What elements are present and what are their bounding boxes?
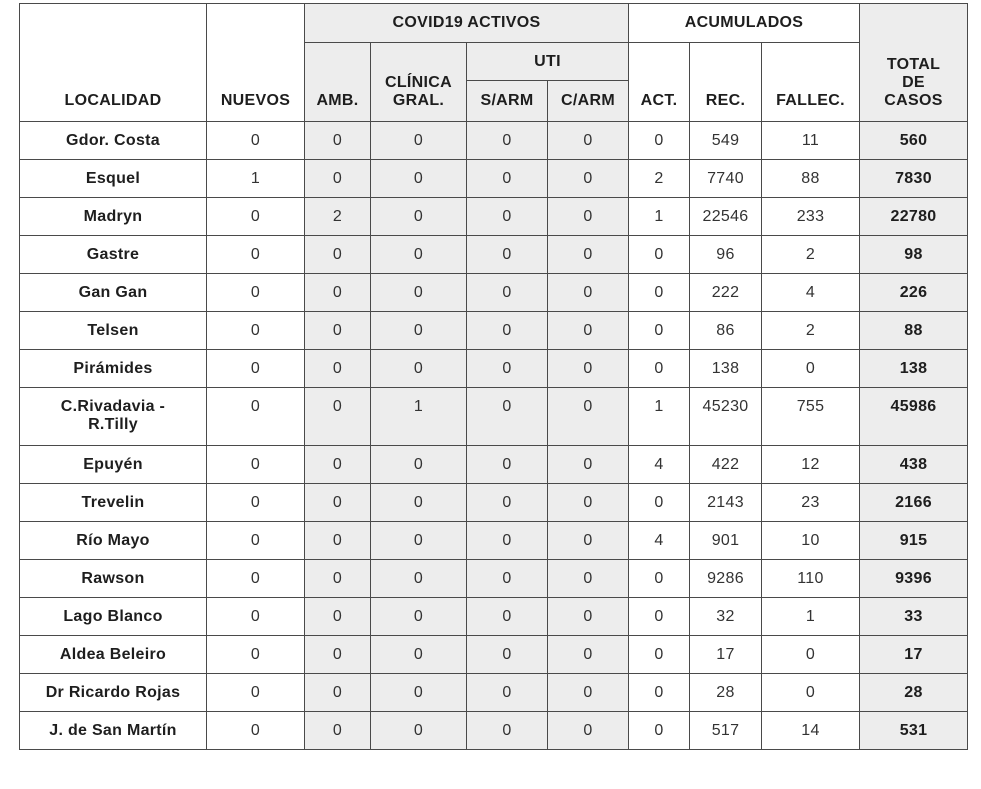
cell-localidad: Gan Gan xyxy=(20,274,207,312)
cell-clinica: 0 xyxy=(371,312,467,350)
cell-amb: 0 xyxy=(305,236,371,274)
table-row xyxy=(20,198,968,236)
cell-rec: 517 xyxy=(690,712,762,750)
cell-nuevos: 0 xyxy=(207,484,305,522)
header-s-arm: S/ARM xyxy=(467,81,548,122)
cell-act: 1 xyxy=(629,198,690,236)
cell-fallec: 2 xyxy=(762,312,860,350)
header-amb: AMB. xyxy=(305,43,371,122)
cell-total: 33 xyxy=(860,598,968,636)
cell-s-arm: 0 xyxy=(467,636,548,674)
cell-amb: 0 xyxy=(305,274,371,312)
cell-amb: 0 xyxy=(305,598,371,636)
cell-nuevos: 0 xyxy=(207,350,305,388)
cell-total: 28 xyxy=(860,674,968,712)
cell-amb: 0 xyxy=(305,122,371,160)
cell-fallec: 23 xyxy=(762,484,860,522)
cell-total: 9396 xyxy=(860,560,968,598)
cell-s-arm: 0 xyxy=(467,198,548,236)
covid-cases-table xyxy=(19,3,968,750)
cell-total: 138 xyxy=(860,350,968,388)
cell-s-arm: 0 xyxy=(467,274,548,312)
cell-fallec: 10 xyxy=(762,522,860,560)
table-row xyxy=(20,236,968,274)
cell-localidad: Madryn xyxy=(20,198,207,236)
cell-amb: 0 xyxy=(305,350,371,388)
cell-act: 4 xyxy=(629,446,690,484)
cell-rec: 222 xyxy=(690,274,762,312)
cell-c-arm: 0 xyxy=(548,198,629,236)
cell-rec: 138 xyxy=(690,350,762,388)
cell-fallec: 0 xyxy=(762,636,860,674)
cell-localidad: Trevelin xyxy=(20,484,207,522)
cell-localidad: Pirámides xyxy=(20,350,207,388)
cell-total: 22780 xyxy=(860,198,968,236)
cell-rec: 7740 xyxy=(690,160,762,198)
cell-s-arm: 0 xyxy=(467,388,548,446)
cell-localidad: Gdor. Costa xyxy=(20,122,207,160)
cell-nuevos: 0 xyxy=(207,522,305,560)
table-row xyxy=(20,350,968,388)
header-fallec: FALLEC. xyxy=(762,43,860,122)
cell-act: 0 xyxy=(629,636,690,674)
cell-c-arm: 0 xyxy=(548,236,629,274)
cell-clinica: 0 xyxy=(371,560,467,598)
header-uti: UTI xyxy=(467,43,629,81)
cell-total: 17 xyxy=(860,636,968,674)
cell-act: 0 xyxy=(629,484,690,522)
cell-rec: 422 xyxy=(690,446,762,484)
cell-total: 438 xyxy=(860,446,968,484)
cell-localidad: J. de San Martín xyxy=(20,712,207,750)
cell-c-arm: 0 xyxy=(548,712,629,750)
cell-nuevos: 0 xyxy=(207,446,305,484)
cell-nuevos: 0 xyxy=(207,712,305,750)
cell-s-arm: 0 xyxy=(467,560,548,598)
cell-rec: 32 xyxy=(690,598,762,636)
cell-act: 0 xyxy=(629,350,690,388)
cell-fallec: 11 xyxy=(762,122,860,160)
header-total-casos xyxy=(860,4,968,122)
cell-act: 0 xyxy=(629,274,690,312)
table-row xyxy=(20,712,968,750)
cell-rec: 9286 xyxy=(690,560,762,598)
cell-act: 0 xyxy=(629,560,690,598)
cell-act: 4 xyxy=(629,522,690,560)
cell-fallec: 233 xyxy=(762,198,860,236)
cell-c-arm: 0 xyxy=(548,388,629,446)
cell-fallec: 2 xyxy=(762,236,860,274)
cell-nuevos: 0 xyxy=(207,198,305,236)
cell-total: 88 xyxy=(860,312,968,350)
cell-rec: 96 xyxy=(690,236,762,274)
cell-clinica: 0 xyxy=(371,484,467,522)
cell-clinica: 0 xyxy=(371,122,467,160)
cell-clinica: 0 xyxy=(371,350,467,388)
cell-s-arm: 0 xyxy=(467,350,548,388)
cell-total: 531 xyxy=(860,712,968,750)
cell-localidad-line1: C.Rivadavia - xyxy=(60,398,166,415)
cell-localidad: Río Mayo xyxy=(20,522,207,560)
header-acumulados: ACUMULADOS xyxy=(629,4,860,43)
cell-total: 45986 xyxy=(860,388,968,446)
cell-nuevos: 0 xyxy=(207,598,305,636)
cell-s-arm: 0 xyxy=(467,312,548,350)
header-rec: REC. xyxy=(690,43,762,122)
cell-c-arm: 0 xyxy=(548,122,629,160)
cell-nuevos: 0 xyxy=(207,274,305,312)
cell-fallec: 88 xyxy=(762,160,860,198)
cell-amb: 0 xyxy=(305,160,371,198)
cell-c-arm: 0 xyxy=(548,674,629,712)
header-nuevos: NUEVOS xyxy=(207,4,305,122)
table-row xyxy=(20,446,968,484)
cell-rec: 17 xyxy=(690,636,762,674)
cell-s-arm: 0 xyxy=(467,522,548,560)
cell-total: 560 xyxy=(860,122,968,160)
cell-c-arm: 0 xyxy=(548,560,629,598)
cell-c-arm: 0 xyxy=(548,522,629,560)
cell-clinica: 0 xyxy=(371,712,467,750)
cell-fallec: 110 xyxy=(762,560,860,598)
cell-amb: 0 xyxy=(305,522,371,560)
cell-act: 0 xyxy=(629,598,690,636)
cell-s-arm: 0 xyxy=(467,674,548,712)
cell-total: 915 xyxy=(860,522,968,560)
cell-act: 1 xyxy=(629,388,690,446)
cell-rec: 45230 xyxy=(690,388,762,446)
table-body xyxy=(20,122,968,750)
cell-total: 2166 xyxy=(860,484,968,522)
cell-amb: 0 xyxy=(305,674,371,712)
cell-amb: 2 xyxy=(305,198,371,236)
cell-clinica: 0 xyxy=(371,636,467,674)
cell-rec: 549 xyxy=(690,122,762,160)
cell-act: 2 xyxy=(629,160,690,198)
cell-amb: 0 xyxy=(305,484,371,522)
cell-c-arm: 0 xyxy=(548,446,629,484)
cell-total: 226 xyxy=(860,274,968,312)
cell-amb: 0 xyxy=(305,560,371,598)
cell-nuevos: 0 xyxy=(207,636,305,674)
table-row xyxy=(20,522,968,560)
table-row xyxy=(20,560,968,598)
cell-clinica: 1 xyxy=(371,388,467,446)
cell-s-arm: 0 xyxy=(467,122,548,160)
cell-localidad: Telsen xyxy=(20,312,207,350)
table-row xyxy=(20,388,968,446)
cell-fallec: 755 xyxy=(762,388,860,446)
table-row xyxy=(20,484,968,522)
cell-c-arm: 0 xyxy=(548,636,629,674)
header-total-line3: CASOS xyxy=(884,92,943,109)
cell-amb: 0 xyxy=(305,312,371,350)
cell-localidad: Epuyén xyxy=(20,446,207,484)
table-row xyxy=(20,636,968,674)
cell-rec: 28 xyxy=(690,674,762,712)
cell-nuevos: 0 xyxy=(207,236,305,274)
cell-clinica: 0 xyxy=(371,446,467,484)
cell-c-arm: 0 xyxy=(548,160,629,198)
header-total-line2: DE xyxy=(902,74,925,91)
table-row xyxy=(20,160,968,198)
header-clinica-line2: GRAL. xyxy=(392,92,445,109)
cell-amb: 0 xyxy=(305,712,371,750)
header-c-arm: C/ARM xyxy=(548,81,629,122)
cell-act: 0 xyxy=(629,674,690,712)
table-row xyxy=(20,312,968,350)
cell-clinica: 0 xyxy=(371,522,467,560)
cell-localidad xyxy=(20,388,207,446)
table-row xyxy=(20,674,968,712)
cell-c-arm: 0 xyxy=(548,274,629,312)
cell-s-arm: 0 xyxy=(467,236,548,274)
cell-fallec: 14 xyxy=(762,712,860,750)
cell-clinica: 0 xyxy=(371,160,467,198)
header-clinica-gral xyxy=(371,43,467,122)
cell-nuevos: 0 xyxy=(207,388,305,446)
cell-s-arm: 0 xyxy=(467,484,548,522)
cell-nuevos: 0 xyxy=(207,560,305,598)
cell-localidad: Esquel xyxy=(20,160,207,198)
cell-act: 0 xyxy=(629,712,690,750)
cell-nuevos: 1 xyxy=(207,160,305,198)
cell-localidad: Gastre xyxy=(20,236,207,274)
cell-fallec: 1 xyxy=(762,598,860,636)
cell-clinica: 0 xyxy=(371,198,467,236)
cell-s-arm: 0 xyxy=(467,446,548,484)
table-row xyxy=(20,598,968,636)
cell-localidad: Aldea Beleiro xyxy=(20,636,207,674)
cell-localidad: Dr Ricardo Rojas xyxy=(20,674,207,712)
cell-clinica: 0 xyxy=(371,674,467,712)
cell-s-arm: 0 xyxy=(467,598,548,636)
table-header xyxy=(20,4,968,122)
cell-rec: 86 xyxy=(690,312,762,350)
cell-nuevos: 0 xyxy=(207,674,305,712)
table-row xyxy=(20,274,968,312)
cell-fallec: 12 xyxy=(762,446,860,484)
cell-c-arm: 0 xyxy=(548,484,629,522)
cell-act: 0 xyxy=(629,122,690,160)
cell-c-arm: 0 xyxy=(548,350,629,388)
cell-localidad: Lago Blanco xyxy=(20,598,207,636)
cell-act: 0 xyxy=(629,236,690,274)
cell-c-arm: 0 xyxy=(548,598,629,636)
cell-rec: 2143 xyxy=(690,484,762,522)
cell-amb: 0 xyxy=(305,446,371,484)
table-row xyxy=(20,122,968,160)
header-covid-activos: COVID19 ACTIVOS xyxy=(305,4,629,43)
cell-amb: 0 xyxy=(305,636,371,674)
cell-fallec: 4 xyxy=(762,274,860,312)
cell-clinica: 0 xyxy=(371,274,467,312)
cell-fallec: 0 xyxy=(762,350,860,388)
cell-s-arm: 0 xyxy=(467,712,548,750)
cell-c-arm: 0 xyxy=(548,312,629,350)
cell-clinica: 0 xyxy=(371,598,467,636)
header-total-line1: TOTAL xyxy=(886,56,941,73)
header-localidad: LOCALIDAD xyxy=(20,4,207,122)
cell-clinica: 0 xyxy=(371,236,467,274)
cell-nuevos: 0 xyxy=(207,312,305,350)
cell-total: 98 xyxy=(860,236,968,274)
header-clinica-line1: CLÍNICA xyxy=(385,74,452,91)
cell-localidad: Rawson xyxy=(20,560,207,598)
cell-rec: 22546 xyxy=(690,198,762,236)
cell-s-arm: 0 xyxy=(467,160,548,198)
cell-amb: 0 xyxy=(305,388,371,446)
cell-act: 0 xyxy=(629,312,690,350)
cell-nuevos: 0 xyxy=(207,122,305,160)
cell-total: 7830 xyxy=(860,160,968,198)
header-act: ACT. xyxy=(629,43,690,122)
cell-rec: 901 xyxy=(690,522,762,560)
cell-localidad-line2: R.Tilly xyxy=(88,416,138,433)
cell-fallec: 0 xyxy=(762,674,860,712)
